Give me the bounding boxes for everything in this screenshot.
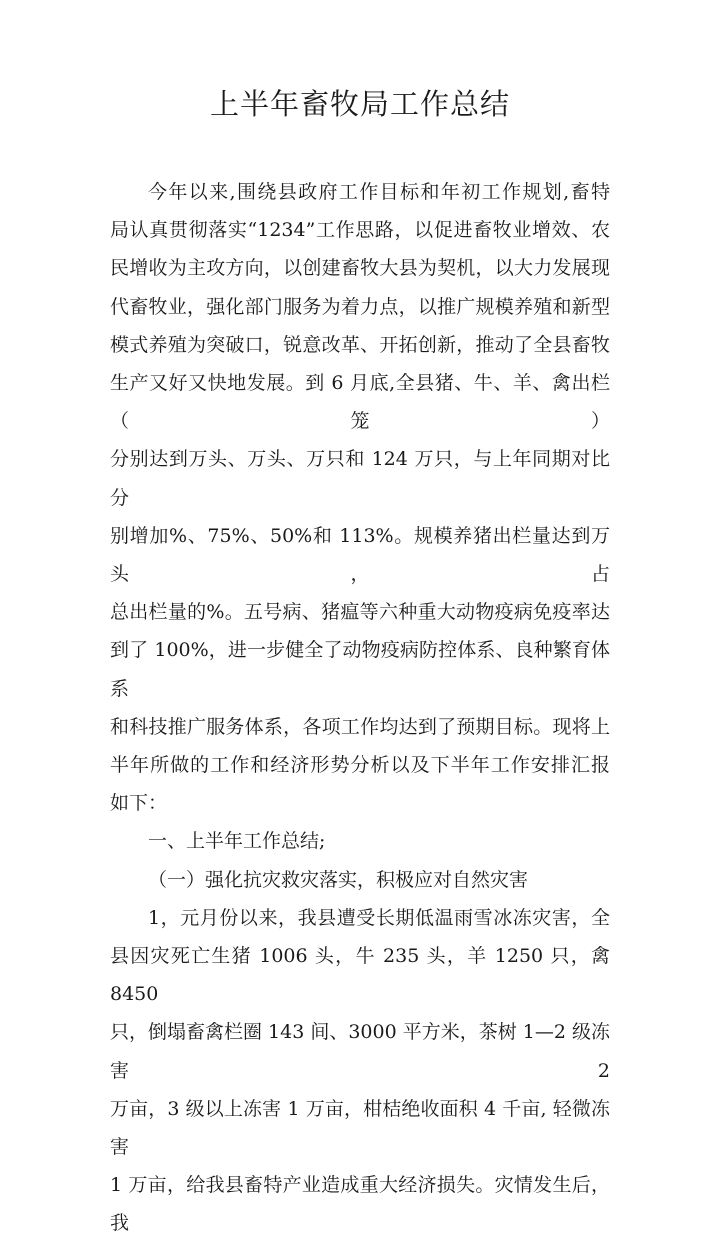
document-body [110, 173, 610, 1243]
paragraph-line: 分别达到万头、万头、万只和 124 万只，与上年同期对比分 [110, 448, 610, 509]
paragraph-line: 民增收为主攻方向，以创建畜牧大县为契机，以大力发展现 [110, 257, 610, 280]
paragraph-line: 1 万亩，给我县畜特产业造成重大经济损失。灾情发生后，我 [110, 1174, 610, 1235]
paragraph-line: 代畜牧业，强化部门服务为着力点，以推广规模养殖和新型 [110, 295, 610, 318]
paragraph-line: 模式养殖为突破口，锐意改革、开拓创新，推动了全县畜牧 [110, 333, 610, 356]
paragraph-line: 今年以来,围绕县政府工作目标和年初工作规划,畜特 [148, 181, 610, 203]
paragraph-line: 1，元月份以来，我县遭受长期低温雨雪冰冻灾害，全 [148, 906, 610, 929]
subsection-heading: （一）强化抗灾救灾落实，积极应对自然灾害 [148, 868, 529, 891]
section-heading: 一、上半年工作总结; [148, 830, 326, 853]
paragraph-line: 生产又好又快地发展。到 6 月底,全县猪、牛、羊、禽出栏（笼） [110, 372, 610, 433]
paragraph-line: 如下： [110, 792, 168, 815]
paragraph-line: 只，倒塌畜禽栏圈 143 间、3000 平方米，茶树 1—2 级冻害 2 [110, 1021, 610, 1082]
paragraph-line: 和科技推广服务体系，各项工作均达到了预期目标。现将上 [110, 715, 610, 738]
document-title: 上半年畜牧局工作总结 [209, 87, 510, 121]
paragraph-line: 别增加%、75%、50%和 113%。规模养猪出栏量达到万头，占 [110, 524, 610, 586]
paragraph-line: 县因灾死亡生猪 1006 头，牛 235 头，羊 1250 只，禽 8450 [110, 945, 610, 1006]
paragraph-line: 总出栏量的%。五号病、猪瘟等六种重大动物疫病免疫率达 [110, 601, 610, 624]
paragraph-line: 局认真贯彻落实“1234”工作思路，以促进畜牧业增效、农 [110, 219, 610, 242]
paragraph-line: 万亩，3 级以上冻害 1 万亩，柑桔绝收面积 4 千亩, 轻微冻害 [110, 1097, 610, 1159]
paragraph-line: 到了 100%，进一步健全了动物疫病防控体系、良种繁育体系 [110, 639, 610, 700]
paragraph-line: 半年所做的工作和经济形势分析以及下半年工作安排汇报 [110, 754, 610, 777]
